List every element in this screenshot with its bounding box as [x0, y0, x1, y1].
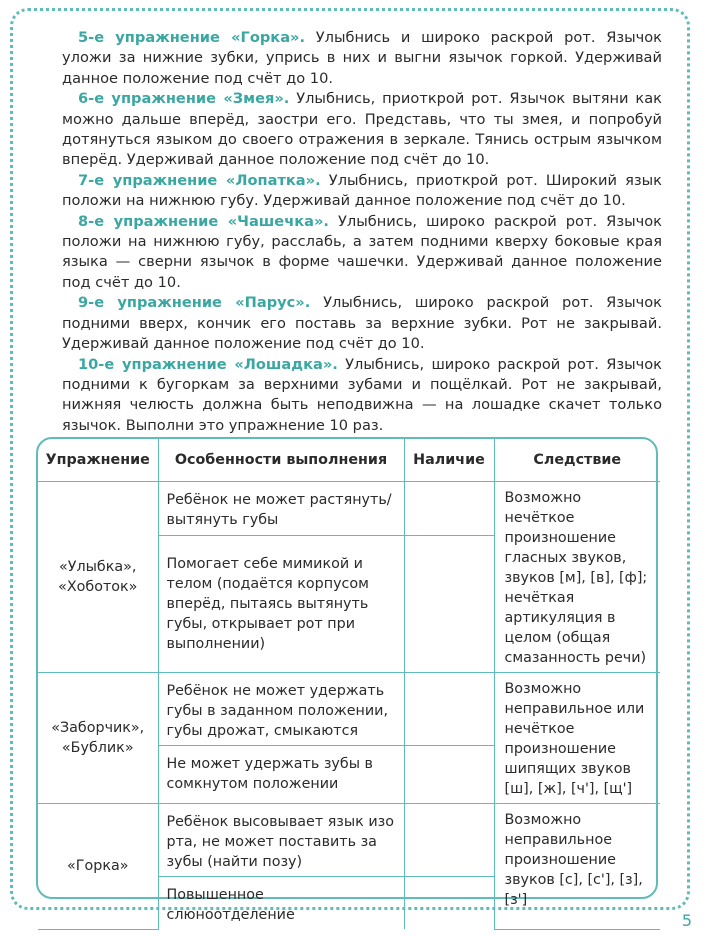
exercise-text [62, 28, 662, 436]
exercise-description: Улыбнись, широко раскрой рот. Язычок положи на нижнюю губу, расслабь, а затем подними кверху боковые края языка — сверни язычок в форме чашечки. Удерживай данное положение под счёт до 10. [62, 212, 662, 291]
exercise-description: Улыбнись и широко раскрой рот. Язычок уложи за нижние зубки, упрись в них и выгни язычок горкой. Удерживай данное положение под счёт до 10. [62, 29, 662, 87]
exercise-cell: «Заборчик», «Бублик» [38, 673, 158, 804]
feature-cell: Ребёнок высовывает язык изо рта, не может поставить за зубы (найти позу) [158, 804, 404, 877]
paragraph-exercise-10 [62, 355, 662, 437]
presence-cell[interactable] [404, 536, 494, 673]
presence-cell[interactable] [404, 746, 494, 804]
header-exercise: Упражнение [38, 439, 158, 482]
paragraph-exercise-6 [62, 89, 662, 171]
presence-cell[interactable] [404, 804, 494, 877]
feature-cell: Ребёнок не может растянуть/вытянуть губы [158, 482, 404, 536]
feature-cell: Ребёнок не может удержать губы в заданном положении, губы дрожат, смыкаются [158, 673, 404, 746]
feature-cell: Повышенное слюноотделение [158, 877, 404, 930]
table-row [38, 482, 660, 536]
paragraph-exercise-8 [62, 212, 662, 294]
presence-cell[interactable] [404, 482, 494, 536]
header-result: Следствие [494, 439, 660, 482]
exercise-title: 9-е упражнение «Парус». [78, 294, 311, 312]
result-cell: Возможно неправильное или нечёткое произношение шипящих звуков [ш], [ж], [ч'], [щ'] [494, 673, 660, 804]
exercise-title: 7-е упражнение «Лопатка». [78, 171, 321, 189]
paragraph-exercise-5 [62, 28, 662, 89]
header-features: Особенности выполнения [158, 439, 404, 482]
header-presence: Наличие [404, 439, 494, 482]
exercise-description: Улыбнись, приоткрой рот. Язычок вытяни как можно дальше вперёд, заостри его. Представь, что ты змея, и попробуй дотянуться языком до своего отражения в зеркале. Тянись острым язычком вперёд. Удерживай данное положение под счёт до 10. [62, 90, 662, 169]
paragraph-exercise-7 [62, 171, 662, 212]
exercise-title: 6-е упражнение «Змея». [78, 90, 290, 108]
assessment-table [36, 437, 658, 923]
feature-cell: Не может удержать зубы в сомкнутом положении [158, 746, 404, 804]
exercise-title: 10-е упражнение «Лошадка». [78, 355, 338, 373]
exercise-description: Улыбнись, широко раскрой рот. Язычок подними вверх, кончик его поставь за верхние зубки. Рот не закрывай. Удерживай данное положение под счёт до 10. [62, 294, 662, 353]
exercise-cell: «Улыбка», «Хоботок» [38, 482, 158, 673]
exercise-title: 8-е упражнение «Чашечка». [78, 212, 329, 230]
result-cell: Возможно нечёткое произношение гласных звуков, звуков [м], [в], [ф]; нечёткая артикуляция в целом (общая смазанность речи) [494, 482, 660, 673]
exercise-cell: «Горка» [38, 804, 158, 930]
paragraph-exercise-9 [62, 293, 662, 354]
feature-cell: Помогает себе мимикой и телом (подаётся корпусом вперёд, пытаясь вытянуть губы, открывает рот при выполнении) [158, 536, 404, 673]
exercise-description: Улыбнись, широко раскрой рот. Язычок подними к бугоркам за верхними зубами и пощёлкай. Рот не закрывай, нижняя челюсть должна быть неподвижна — на лошадке скачет только язычок. Выполни это упражнение 10 раз. [62, 355, 662, 434]
table-header-row [38, 439, 660, 482]
page-number: 5 [681, 911, 692, 930]
table-row [38, 673, 660, 746]
presence-cell[interactable] [404, 877, 494, 930]
presence-cell[interactable] [404, 673, 494, 746]
exercise-description: Улыбнись, приоткрой рот. Широкий язык положи на нижнюю губу. Удерживай данное положение под счёт до 10. [62, 171, 662, 210]
exercise-title: 5-е упражнение «Горка». [78, 29, 306, 46]
table-row [38, 804, 660, 877]
result-cell: Возможно неправильное произношение звуков [с], [с'], [з], [з'] [494, 804, 660, 930]
